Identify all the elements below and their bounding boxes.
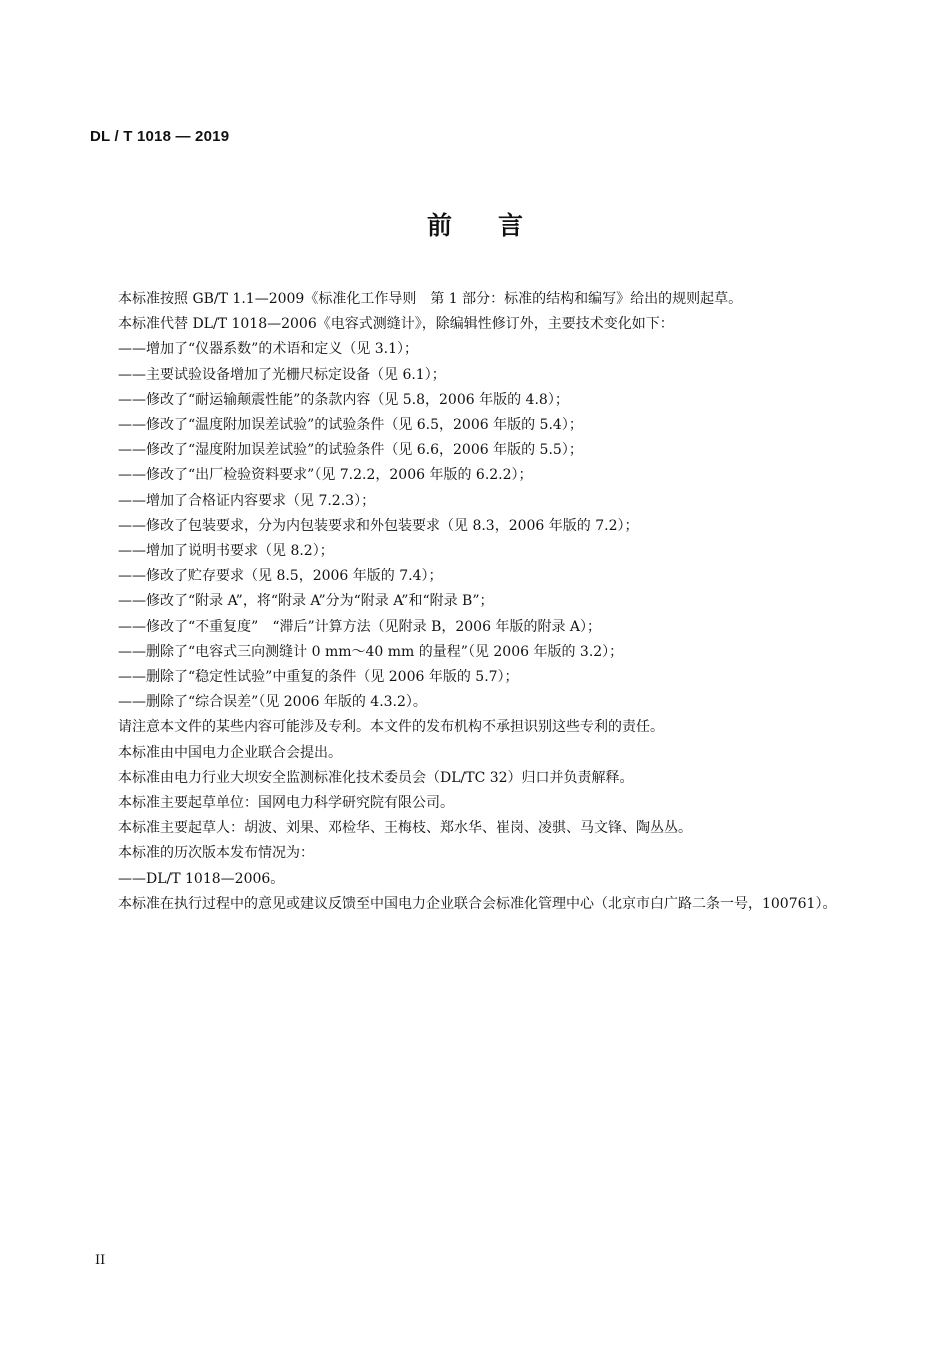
paragraph-drafting-rules: 本标准按照 GB/T 1.1—2009《标准化工作导则 第 1 部分：标准的结构和编写》给出的规则起草。	[118, 291, 743, 307]
change-item: ——修改了“出厂检验资料要求”（见 7.2.2，2006 年版的 6.2.2）；	[118, 467, 533, 484]
paragraph-feedback: 本标准在执行过程中的意见或建议反馈至中国电力企业联合会标准化管理中心（北京市白广路二条一号，100761）。	[118, 895, 837, 912]
change-item: ——增加了合格证内容要求（见 7.2.3）；	[118, 492, 376, 509]
change-item: ——修改了“耐运输颠震性能”的条款内容（见 5.8，2006 年版的 4.8）；	[118, 391, 569, 408]
change-item: ——删除了“稳定性试验”中重复的条件（见 2006 年版的 5.7）；	[118, 669, 519, 686]
change-item: ——修改了“附录 A”，将“附录 A”分为“附录 A”和“附录 B”；	[118, 593, 494, 610]
paragraph-proposer: 本标准由中国电力企业联合会提出。	[118, 744, 342, 761]
standard-code-header: DL / T 1018 — 2019	[90, 128, 230, 145]
change-item: ——主要试验设备增加了光栅尺标定设备（见 6.1）；	[118, 366, 446, 383]
change-item: ——修改了贮存要求（见 8.5，2006 年版的 7.4）；	[118, 568, 443, 585]
paragraph-committee: 本标准由电力行业大坝安全监测标准化技术委员会（DL/TC 32）归口并负责解释。	[118, 769, 634, 786]
paragraph-drafting-unit: 本标准主要起草单位：国网电力科学研究院有限公司。	[118, 795, 454, 812]
change-item: ——修改了包装要求，分为内包装要求和外包装要求（见 8.3，2006 年版的 7.2）；	[118, 517, 639, 534]
page-title: 前言	[426, 211, 569, 240]
paragraph-patent-notice: 请注意本文件的某些内容可能涉及专利。本文件的发布机构不承担识别这些专利的责任。	[118, 719, 664, 736]
change-item: ——删除了“电容式三向测缝计 0 mm～40 mm 的量程”（见 2006 年版的 3.2）；	[118, 643, 624, 660]
page-number: II	[95, 1253, 106, 1268]
change-item: ——修改了“湿度附加误差试验”的试验条件（见 6.6，2006 年版的 5.5）；	[118, 442, 583, 459]
change-item: ——增加了“仪器系数”的术语和定义（见 3.1）；	[118, 341, 419, 358]
paragraph-replacement: 本标准代替 DL/T 1018—2006《电容式测缝计》，除编辑性修订外，主要技术变化如下：	[118, 316, 674, 333]
change-item: ——修改了“温度附加误差试验”的试验条件（见 6.5，2006 年版的 5.4）；	[118, 417, 583, 434]
foreword-body	[90, 287, 850, 917]
change-item: ——修改了“不重复度” “滞后”计算方法（见附录 B，2006 年版的附录 A）；	[118, 618, 602, 635]
paragraph-drafters: 本标准主要起草人：胡波、刘果、邓检华、王梅枝、郑水华、崔岗、凌骐、马文锋、陶丛丛。	[118, 820, 692, 837]
change-item: ——删除了“综合误差”（见 2006 年版的 4.3.2）。	[118, 694, 427, 711]
version-history-item: ——DL/T 1018—2006。	[118, 870, 285, 887]
paragraph-version-history: 本标准的历次版本发布情况为：	[118, 845, 314, 862]
change-item: ——增加了说明书要求（见 8.2）；	[118, 543, 334, 560]
